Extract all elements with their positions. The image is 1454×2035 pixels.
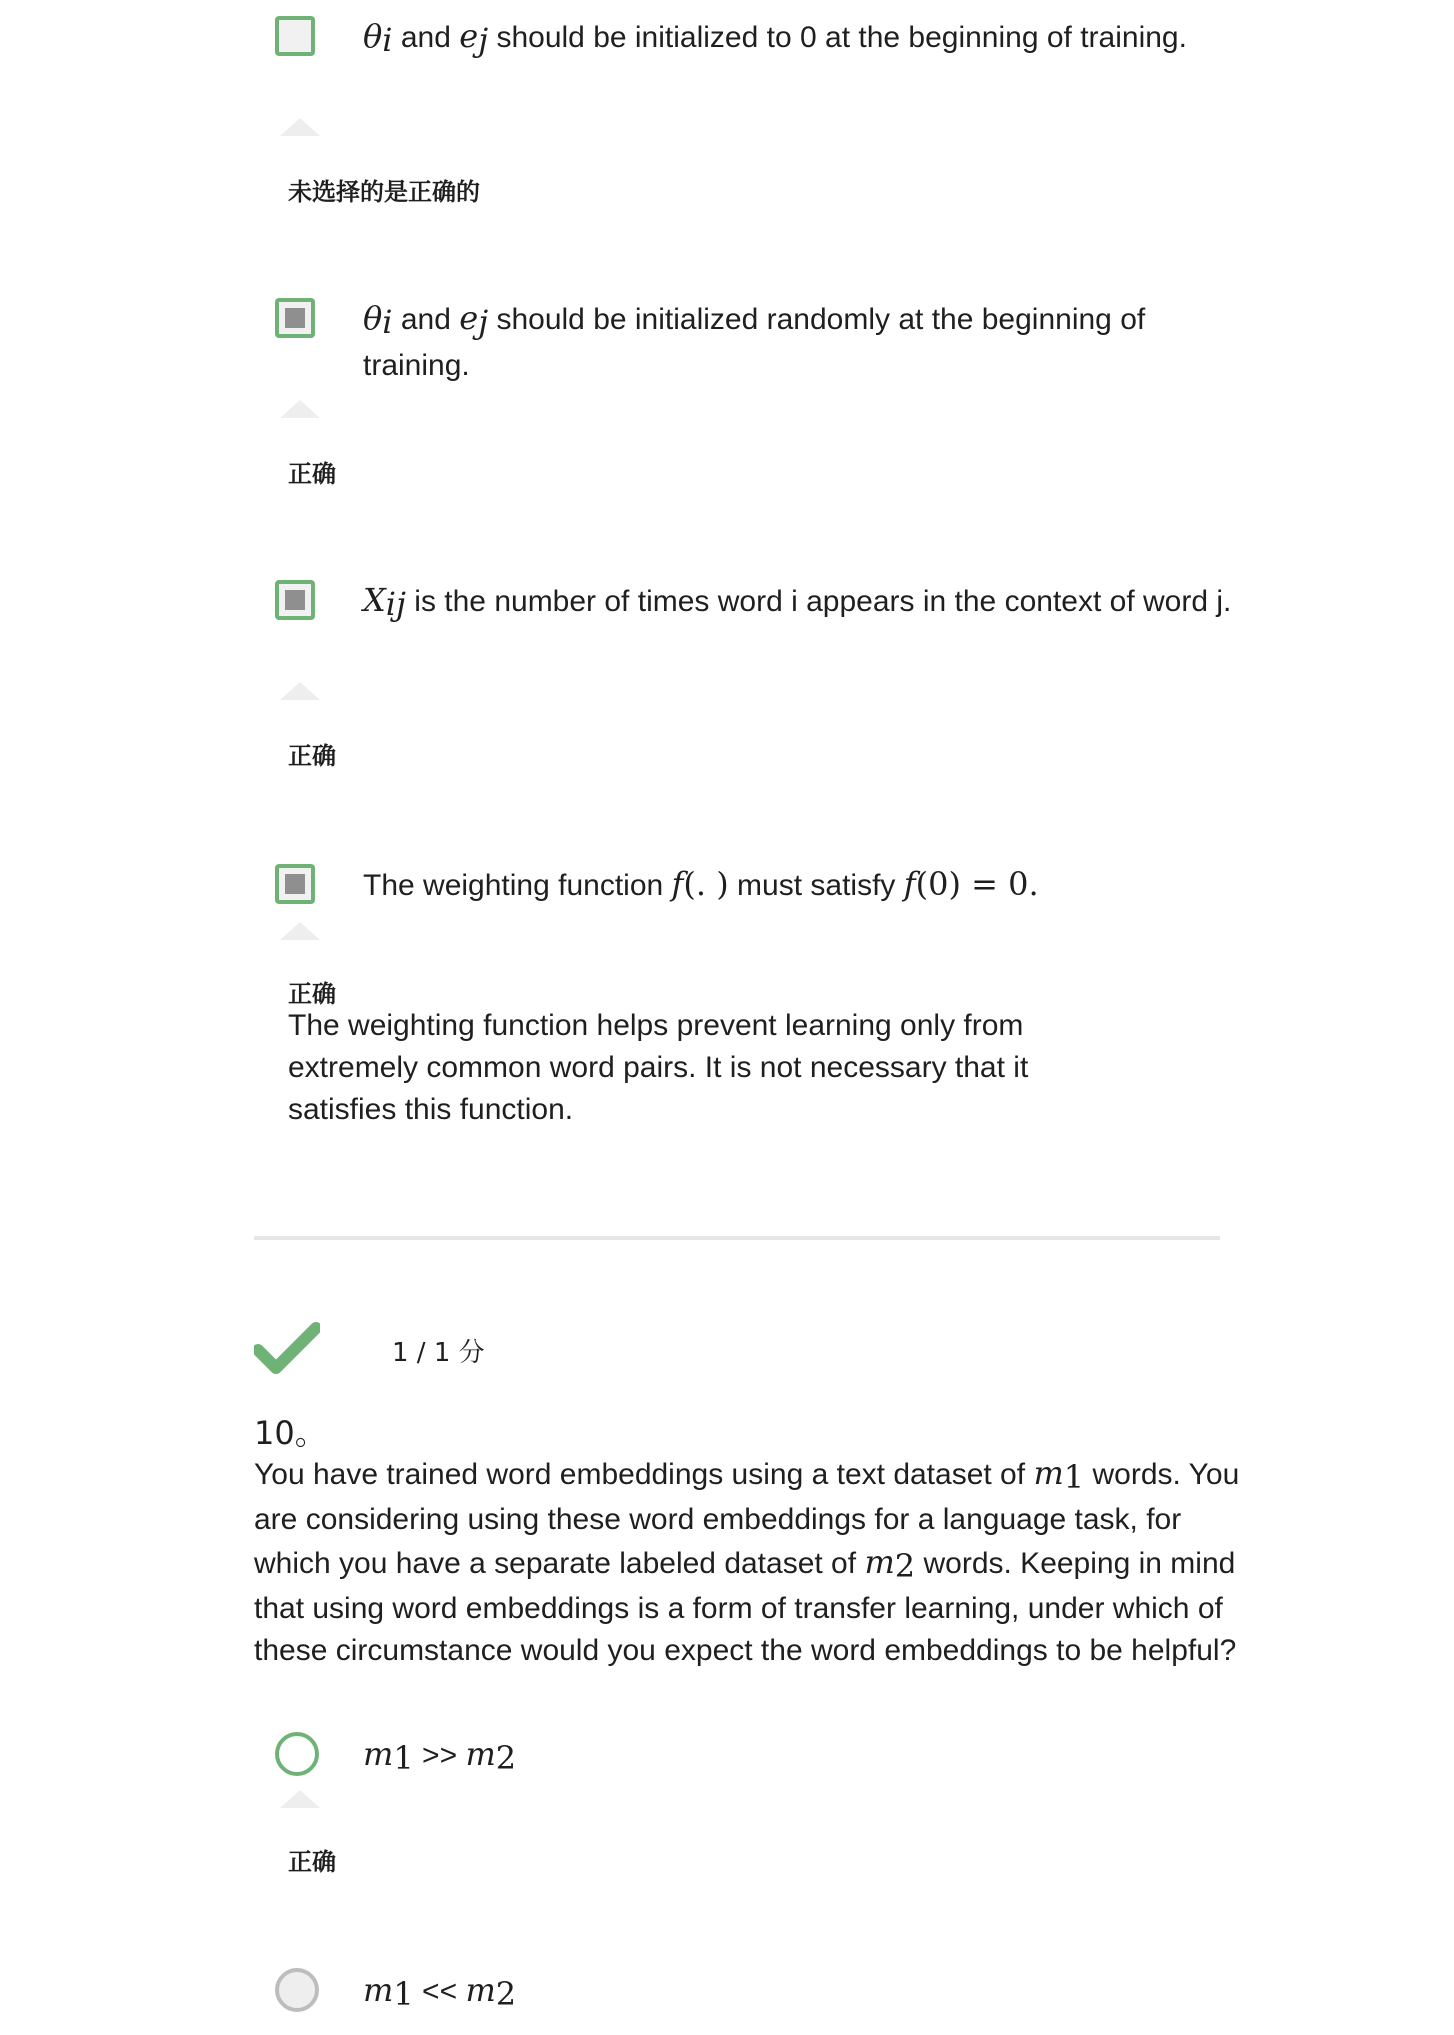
option-label: $m_1 >> m_2$ (363, 1735, 517, 1777)
feedback-caret (280, 922, 320, 940)
verdict-label: 正确 (288, 742, 336, 770)
verdict-label: 正确 (288, 460, 336, 488)
correct-check-icon (254, 1320, 320, 1376)
verdict-label: 正确 (288, 1848, 336, 1876)
verdict-label: 未选择的是正确的 (288, 178, 480, 206)
section-divider (254, 1236, 1220, 1240)
option-label: $X_{ij}$ is the number of times word i appears in the context of word j. (363, 581, 1232, 623)
option-radio[interactable] (275, 1732, 319, 1776)
score-label: 1 / 1 分 (392, 1338, 485, 1368)
option-checkbox[interactable] (275, 298, 315, 338)
option-label: The weighting function f(. ) must satisfy f(0) = 0. (363, 865, 1039, 903)
feedback-caret (280, 400, 320, 418)
option-label: $\theta_i$ and $e_j$ should be initialized to 0 at the beginning of training. (363, 17, 1187, 59)
option-radio[interactable] (275, 1968, 319, 2012)
option-label: $\theta_i$ and $e_j$ should be initialized randomly at the beginning of training. (363, 299, 1146, 382)
verdict-label: 正确 (288, 980, 336, 1008)
feedback-caret (280, 1790, 320, 1808)
option-checkbox[interactable] (275, 16, 315, 56)
feedback-caret (280, 682, 320, 700)
question-number: 10。 (254, 1414, 327, 1452)
option-label: $m_1 << m_2$ (363, 1971, 517, 2013)
question-text: You have trained word embeddings using a text dataset of $m_1$ words. You are considering using these word embeddings for a language task, for which you have a separate labeled dataset of $m_2$ words. Keeping in mind that using word embeddings is a form of transfer learning, under which of these circumstance would you expect the word embeddings to be helpful? (254, 1454, 1240, 1667)
explanation-text: The weighting function helps prevent learning only from extremely common word pairs. It is not necessary that it satisfies this function. (288, 1009, 1029, 1126)
feedback-caret (280, 118, 320, 136)
option-checkbox[interactable] (275, 580, 315, 620)
option-checkbox[interactable] (275, 864, 315, 904)
